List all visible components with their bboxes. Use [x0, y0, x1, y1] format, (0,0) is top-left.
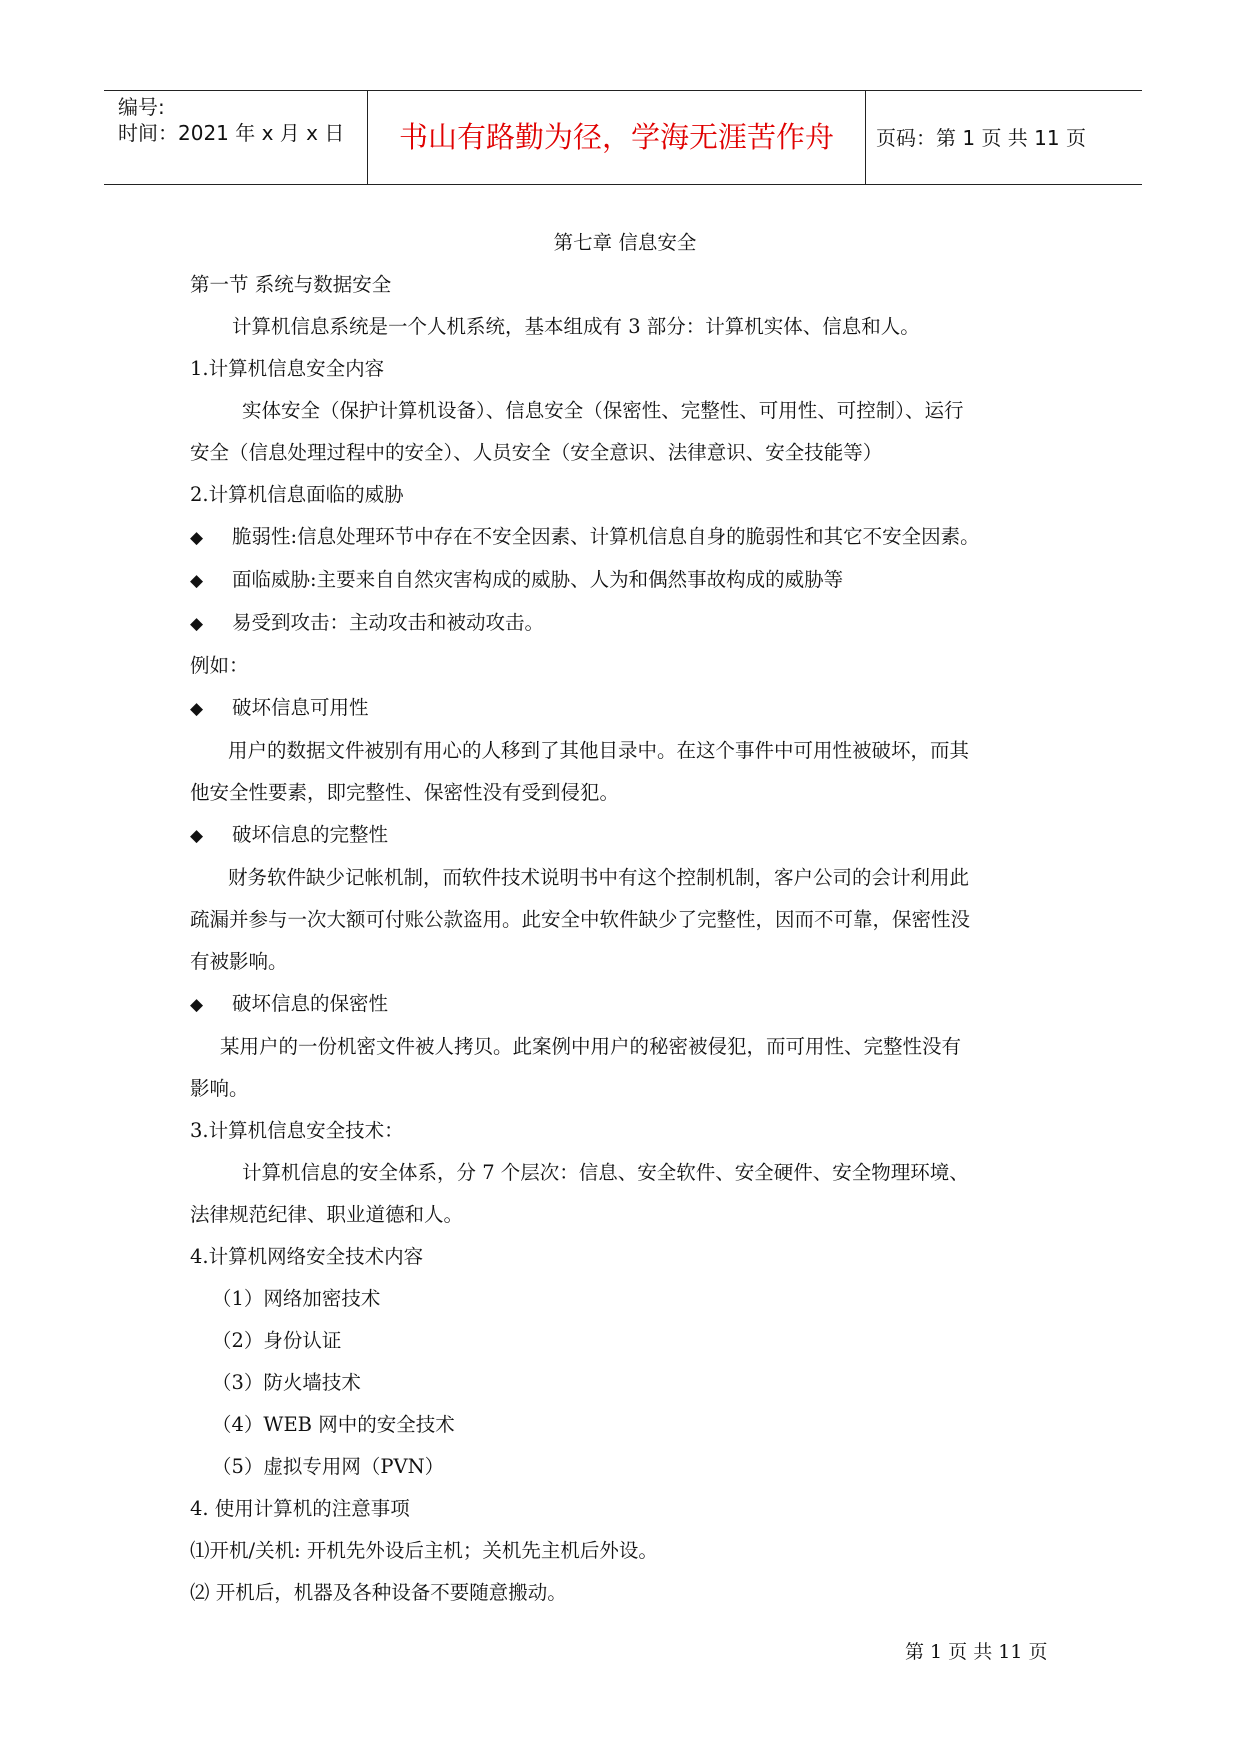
black-diamond-icon: ◆	[190, 826, 204, 846]
list-item: （1）网络加密技术	[212, 1287, 381, 1310]
bullet-text: 易受到攻击：主动攻击和被动攻击。	[232, 611, 545, 634]
header-right-cell	[864, 91, 1142, 184]
list-item: （3）防火墙技术	[212, 1371, 361, 1394]
document-number-label: 编号:	[118, 95, 165, 119]
black-diamond-icon: ◆	[190, 528, 204, 548]
bullet-text: 面临威胁:主要来自自然灾害构成的威胁、人为和偶然事故构成的威胁等	[232, 568, 844, 591]
chapter-title: 第七章 信息安全	[553, 231, 697, 254]
bullet-item	[190, 602, 1060, 645]
heading-5: 4. 使用计算机的注意事项	[190, 1497, 410, 1520]
black-diamond-icon: ◆	[190, 614, 204, 634]
bullet-item	[190, 814, 1060, 857]
bullet-text: 脆弱性:信息处理环节中存在不安全因素、计算机信息自身的脆弱性和其它不安全因素。	[232, 525, 980, 548]
footer-page-count: 第 1 页 共 11 页	[905, 1641, 1048, 1663]
example-3-line-2: 影响。	[190, 1077, 249, 1100]
black-diamond-icon: ◆	[190, 995, 204, 1015]
bullet-item	[190, 559, 1060, 602]
example-3-line-1: 某用户的一份机密文件被人拷贝。此案例中用户的秘密被侵犯，而可用性、完整性没有	[220, 1035, 962, 1058]
note-1: ⑴开机/关机: 开机先外设后主机；关机先主机后外设。	[190, 1539, 658, 1562]
list-item: （4）WEB 网中的安全技术	[212, 1413, 455, 1436]
document-time-label: 时间：2021 年 x 月 x 日	[118, 121, 345, 145]
bullet-text: 破坏信息可用性	[232, 696, 369, 719]
example-2-line-3: 有被影响。	[190, 950, 288, 973]
heading-4: 4.计算机网络安全技术内容	[190, 1245, 424, 1268]
intro-paragraph: 计算机信息系统是一个人机系统，基本组成有 3 部分：计算机实体、信息和人。	[232, 315, 920, 338]
example-1-line-2: 他安全性要素，即完整性、保密性没有受到侵犯。	[190, 781, 620, 804]
heading-3: 3.计算机信息安全技术：	[190, 1119, 404, 1142]
paragraph-3-line-1: 计算机信息的安全体系，分 7 个层次：信息、安全软件、安全硬件、安全物理环境、	[242, 1161, 969, 1184]
paragraph-1-line-2: 安全（信息处理过程中的安全）、人员安全（安全意识、法律意识、安全技能等）	[190, 441, 883, 464]
example-2-line-2: 疏漏并参与一次大额可付账公款盗用。此安全中软件缺少了完整性，因而不可靠，保密性没	[190, 908, 971, 931]
black-diamond-icon: ◆	[190, 571, 204, 591]
header-table	[104, 90, 1142, 185]
section-title: 第一节 系统与数据安全	[190, 273, 392, 296]
bullet-text: 破坏信息的完整性	[232, 823, 389, 846]
header-left-cell	[104, 91, 367, 184]
heading-1: 1.计算机信息安全内容	[190, 357, 385, 380]
list-item: （5）虚拟专用网（PVN）	[212, 1455, 445, 1478]
list-item: （2）身份认证	[212, 1329, 342, 1352]
document-body	[190, 222, 1060, 1614]
example-1-line-1: 用户的数据文件被别有用心的人移到了其他目录中。在这个事件中可用性被破坏，而其	[228, 739, 970, 762]
bullet-text: 破坏信息的保密性	[232, 992, 389, 1015]
example-label: 例如：	[190, 654, 249, 677]
heading-2: 2.计算机信息面临的威胁	[190, 483, 404, 506]
bullet-item	[190, 687, 1060, 730]
header-middle-cell	[367, 91, 866, 184]
bullet-item	[190, 516, 1060, 559]
black-diamond-icon: ◆	[190, 699, 204, 719]
header-motto: 书山有路勤为径，学海无涯苦作舟	[398, 120, 834, 154]
example-2-line-1: 财务软件缺少记帐机制，而软件技术说明书中有这个控制机制，客户公司的会计利用此	[228, 866, 970, 889]
paragraph-3-line-2: 法律规范纪律、职业道德和人。	[190, 1203, 464, 1226]
header-page-info: 页码：第 1 页 共 11 页	[876, 126, 1086, 150]
note-2: ⑵ 开机后，机器及各种设备不要随意搬动。	[190, 1581, 567, 1604]
paragraph-1-line-1: 实体安全（保护计算机设备）、信息安全（保密性、完整性、可用性、可控制）、运行	[242, 399, 964, 422]
bullet-item	[190, 983, 1060, 1026]
